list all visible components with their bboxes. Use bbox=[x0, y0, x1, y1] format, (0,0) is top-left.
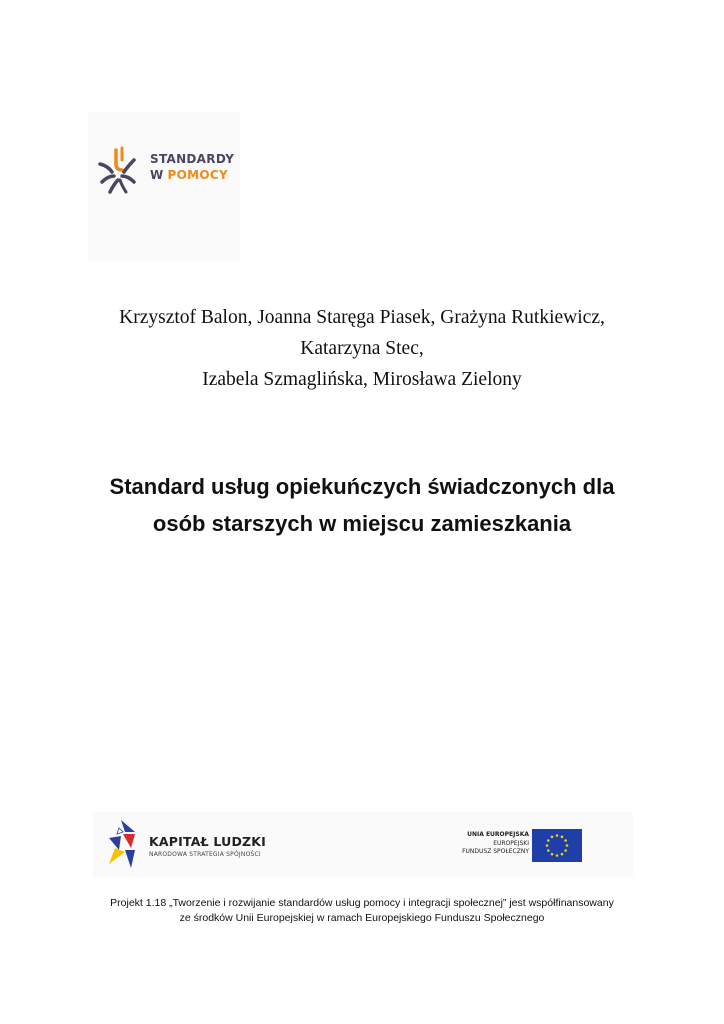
title-line: Standard usług opiekuńczych świadczonych dla bbox=[109, 474, 615, 499]
eu-star bbox=[561, 853, 564, 856]
eu-star bbox=[556, 854, 559, 857]
document-title bbox=[40, 468, 684, 542]
project-footnote bbox=[40, 896, 684, 926]
eu-star bbox=[556, 834, 559, 837]
eu-line-2: EUROPEJSKI bbox=[493, 839, 529, 847]
funding-logos bbox=[93, 812, 633, 878]
footnote-line: ze środków Unii Europejskiej w ramach Europejskiego Funduszu Społecznego bbox=[179, 912, 545, 924]
logo-text-w: W bbox=[150, 168, 164, 182]
eu-star bbox=[564, 849, 567, 852]
eu-star bbox=[546, 844, 549, 847]
eu-star bbox=[547, 849, 550, 852]
title-line: osób starszych w miejscu zamieszkania bbox=[152, 511, 572, 536]
eu-line-3: FUNDUSZ SPOŁECZNY bbox=[462, 848, 529, 855]
authors bbox=[40, 302, 684, 395]
eu-line-1: UNIA EUROPEJSKA bbox=[467, 831, 529, 838]
authors-line: Katarzyna Stec, bbox=[300, 338, 424, 359]
footnote-line: Projekt 1.18 „Tworzenie i rozwijanie standardów usług pomocy i integracji społecznej” jest współfinansowany bbox=[110, 897, 614, 909]
logo-text-pomocy: POMOCY bbox=[167, 168, 228, 182]
kapital-ludzki-subtitle: NARODOWA STRATEGIA SPÓJNOŚCI bbox=[149, 851, 261, 858]
eu-star bbox=[551, 836, 554, 839]
kapital-ludzki-name: KAPITAŁ LUDZKI bbox=[149, 834, 267, 849]
eu-star bbox=[564, 839, 567, 842]
authors-line: Krzysztof Balon, Joanna Staręga Piasek, Grażyna Rutkiewicz, bbox=[119, 307, 605, 328]
eu-star bbox=[561, 836, 564, 839]
eu-logo-text bbox=[462, 831, 529, 857]
eu-star bbox=[566, 844, 569, 847]
kapital-ludzki-icon bbox=[105, 818, 139, 874]
eu-flag-icon bbox=[532, 829, 582, 862]
authors-line: Izabela Szmaglińska, Mirosława Zielony bbox=[202, 369, 522, 390]
standardy-w-pomocy-logo bbox=[88, 112, 240, 262]
standardy-star-icon bbox=[94, 146, 144, 196]
eu-star bbox=[547, 839, 550, 842]
logo-text-w-pomocy bbox=[150, 168, 228, 182]
logo-text-standardy: STANDARDY bbox=[150, 152, 235, 166]
eu-star bbox=[551, 853, 554, 856]
